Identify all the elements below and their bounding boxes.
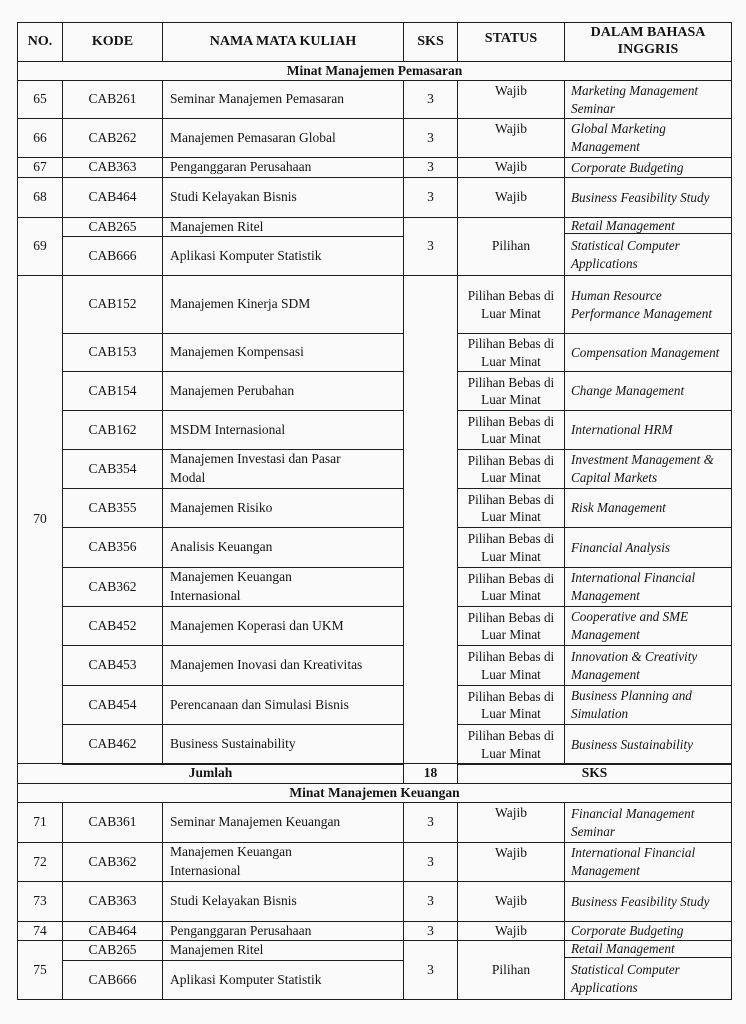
- row-english: Business Sustainability: [564, 724, 732, 765]
- row-english: Business Feasibility Study: [564, 177, 732, 218]
- row-kode: CAB261: [62, 80, 163, 119]
- header-status: STATUS: [457, 22, 565, 62]
- row-english: Financial Analysis: [564, 527, 732, 568]
- row-no: 71: [17, 802, 63, 843]
- row-nama: Aplikasi Komputer Statistik: [162, 236, 404, 276]
- row-no: 65: [17, 80, 63, 119]
- row-kode: CAB362: [62, 567, 163, 607]
- row-sks: 3: [403, 940, 458, 1000]
- row-sks: 3: [403, 217, 458, 276]
- row-kode: CAB152: [62, 275, 163, 334]
- row-kode: CAB666: [62, 236, 163, 276]
- row-english: Change Management: [564, 371, 732, 411]
- row-status: Pilihan: [457, 940, 565, 1000]
- row-no: 73: [17, 881, 63, 922]
- row-english: International Financial Management: [564, 567, 732, 607]
- row-status: Pilihan Bebas di Luar Minat: [457, 724, 565, 765]
- row-kode: CAB354: [62, 449, 163, 489]
- row-status: Pilihan Bebas di Luar Minat: [457, 567, 565, 607]
- row-english: Cooperative and SME Management: [564, 606, 732, 646]
- header-no: NO.: [17, 22, 63, 62]
- row-no: 72: [17, 842, 63, 882]
- row-sks: 3: [403, 802, 458, 843]
- header-kode: KODE: [62, 22, 163, 62]
- row-nama: Manajemen Koperasi dan UKM: [162, 606, 404, 646]
- row-english: Financial Management Seminar: [564, 802, 732, 843]
- row-status: Wajib: [457, 157, 565, 178]
- total-label: Jumlah: [17, 763, 404, 784]
- row-no: 68: [17, 177, 63, 218]
- row-status: Pilihan Bebas di Luar Minat: [457, 275, 565, 334]
- row-nama: Manajemen Kompensasi: [162, 333, 404, 372]
- row-no: 66: [17, 118, 63, 158]
- row-english: Statistical Computer Applications: [564, 957, 732, 1000]
- row-kode: CAB265: [62, 217, 163, 237]
- row-kode: CAB464: [62, 177, 163, 218]
- total-value: 18: [403, 763, 458, 784]
- row-nama: Manajemen Investasi dan Pasar Modal: [162, 449, 404, 489]
- row-english: Retail Management: [564, 217, 732, 234]
- row-status: Pilihan Bebas di Luar Minat: [457, 645, 565, 686]
- row-kode: CAB454: [62, 685, 163, 725]
- row-nama: Studi Kelayakan Bisnis: [162, 177, 404, 218]
- row-kode: CAB361: [62, 802, 163, 843]
- row-kode: CAB362: [62, 842, 163, 882]
- row-english: Global Marketing Management: [564, 118, 732, 158]
- row-status: Wajib: [457, 881, 565, 922]
- row-nama: Manajemen Pemasaran Global: [162, 118, 404, 158]
- row-kode: CAB453: [62, 645, 163, 686]
- section-title-keuangan: Minat Manajemen Keuangan: [17, 783, 732, 803]
- row-english: Corporate Budgeting: [564, 921, 732, 941]
- total-unit: SKS: [457, 763, 732, 784]
- row-english: Risk Management: [564, 488, 732, 528]
- row-no: 74: [17, 921, 63, 941]
- row-sks: 3: [403, 177, 458, 218]
- row-nama: Manajemen Perubahan: [162, 371, 404, 411]
- row-sks: 3: [403, 881, 458, 922]
- row-status: Pilihan Bebas di Luar Minat: [457, 371, 565, 411]
- row-english: Business Planning and Simulation: [564, 685, 732, 725]
- row-kode: CAB162: [62, 410, 163, 450]
- row-english: Compensation Management: [564, 333, 732, 372]
- header-sks: SKS: [403, 22, 458, 62]
- header-english: DALAM BAHASA INGGRIS: [564, 22, 732, 62]
- row-status: Pilihan: [457, 217, 565, 276]
- row-sks: 3: [403, 118, 458, 158]
- row-english: Marketing Management Seminar: [564, 80, 732, 119]
- row-kode: CAB363: [62, 157, 163, 178]
- row-nama: Perencanaan dan Simulasi Bisnis: [162, 685, 404, 725]
- row-nama: MSDM Internasional: [162, 410, 404, 450]
- header-nama: NAMA MATA KULIAH: [162, 22, 404, 62]
- row-kode: CAB452: [62, 606, 163, 646]
- row-english: Business Feasibility Study: [564, 881, 732, 922]
- row-nama: Manajemen Risiko: [162, 488, 404, 528]
- section-title-pemasaran: Minat Manajemen Pemasaran: [17, 61, 732, 81]
- row-status: Pilihan Bebas di Luar Minat: [457, 606, 565, 646]
- row-sks: 3: [403, 157, 458, 178]
- row-nama: Manajemen Kinerja SDM: [162, 275, 404, 334]
- row-status: Pilihan Bebas di Luar Minat: [457, 449, 565, 489]
- row-english: Retail Management: [564, 940, 732, 958]
- row-nama: Penganggaran Perusahaan: [162, 921, 404, 941]
- row-status: Wajib: [457, 842, 565, 882]
- row-status: Pilihan Bebas di Luar Minat: [457, 527, 565, 568]
- row-kode: CAB462: [62, 724, 163, 765]
- row-kode: CAB154: [62, 371, 163, 411]
- row-sks: [403, 275, 458, 764]
- row-sks: 3: [403, 80, 458, 119]
- row-nama: Penganggaran Perusahaan: [162, 157, 404, 178]
- row-nama: Manajemen Ritel: [162, 940, 404, 961]
- row-kode: CAB666: [62, 960, 163, 1000]
- row-status: Pilihan Bebas di Luar Minat: [457, 333, 565, 372]
- row-kode: CAB265: [62, 940, 163, 961]
- row-nama: Manajemen Ritel: [162, 217, 404, 237]
- row-english: International Financial Management: [564, 842, 732, 882]
- row-status: Wajib: [457, 802, 565, 843]
- row-kode: CAB355: [62, 488, 163, 528]
- row-kode: CAB464: [62, 921, 163, 941]
- row-status: Wajib: [457, 177, 565, 218]
- row-sks: 3: [403, 921, 458, 941]
- row-status: Pilihan Bebas di Luar Minat: [457, 685, 565, 725]
- row-kode: CAB356: [62, 527, 163, 568]
- row-english: Corporate Budgeting: [564, 157, 732, 178]
- row-kode: CAB153: [62, 333, 163, 372]
- row-english: Investment Management & Capital Markets: [564, 449, 732, 489]
- row-nama: Business Sustainability: [162, 724, 404, 765]
- row-nama: Seminar Manajemen Keuangan: [162, 802, 404, 843]
- row-nama: Aplikasi Komputer Statistik: [162, 960, 404, 1000]
- row-nama: Studi Kelayakan Bisnis: [162, 881, 404, 922]
- row-no: 69: [17, 217, 63, 276]
- row-status: Wajib: [457, 80, 565, 119]
- row-no: 70: [17, 275, 63, 764]
- row-english: Statistical Computer Applications: [564, 233, 732, 276]
- row-nama: Manajemen Keuangan Internasional: [162, 842, 404, 882]
- row-no: 67: [17, 157, 63, 178]
- row-sks: 3: [403, 842, 458, 882]
- row-status: Pilihan Bebas di Luar Minat: [457, 410, 565, 450]
- row-nama: Manajemen Inovasi dan Kreativitas: [162, 645, 404, 686]
- row-english: Innovation & Creativity Management: [564, 645, 732, 686]
- row-nama: Manajemen Keuangan Internasional: [162, 567, 404, 607]
- row-english: International HRM: [564, 410, 732, 450]
- row-kode: CAB363: [62, 881, 163, 922]
- row-kode: CAB262: [62, 118, 163, 158]
- row-nama: Seminar Manajemen Pemasaran: [162, 80, 404, 119]
- row-status: Wajib: [457, 921, 565, 941]
- row-english: Human Resource Performance Management: [564, 275, 732, 334]
- row-no: 75: [17, 940, 63, 1000]
- row-nama: Analisis Keuangan: [162, 527, 404, 568]
- row-status: Pilihan Bebas di Luar Minat: [457, 488, 565, 528]
- row-status: Wajib: [457, 118, 565, 158]
